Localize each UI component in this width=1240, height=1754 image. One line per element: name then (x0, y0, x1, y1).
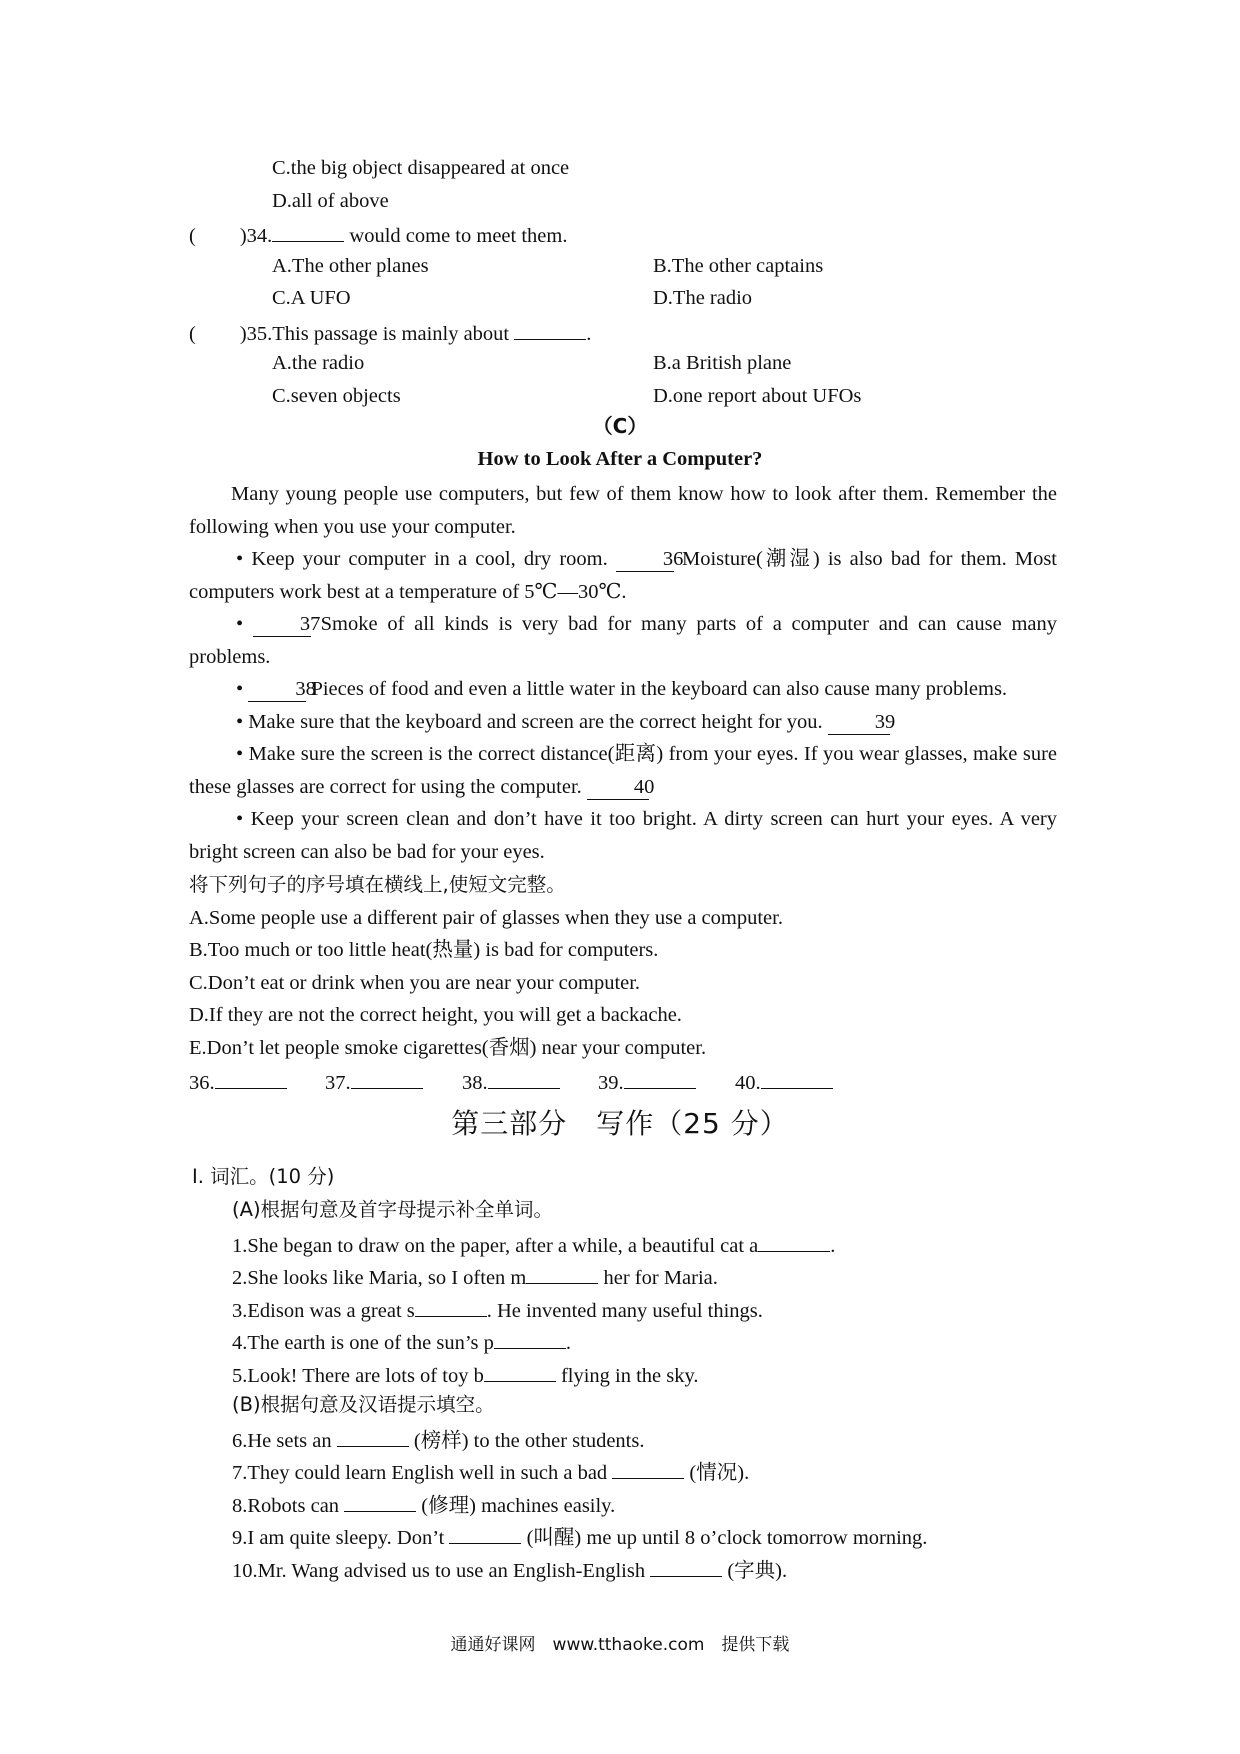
vocab-item-8 (232, 1493, 615, 1517)
bullet: • (236, 613, 244, 635)
q35-option-d: D.one report about UFOs (653, 385, 862, 407)
answer-blank[interactable] (449, 1525, 521, 1544)
tip-1-text: • Keep your computer in a cool, dry room. (236, 548, 608, 570)
passage-intro: Many young people use computers, but few of them know how to look after them. Remember the following when you use your computer. (189, 483, 1057, 538)
vocab-item-text: 8.Robots can (232, 1495, 340, 1517)
q34-stem (189, 223, 567, 247)
passage-option-c: C.Don’t eat or drink when you are near your computer. (189, 972, 641, 994)
vocab-item-text-end: (修理) machines easily. (421, 1495, 616, 1517)
page-footer: 通通好课网 www.tthaoke.com 提供下载 (450, 1635, 790, 1655)
subsection-a-heading: (A)根据句意及首字母提示补全单词。 (232, 1198, 554, 1221)
vocab-item-3 (232, 1298, 763, 1322)
q35-stem-text: 35.This passage is mainly about (246, 323, 510, 345)
passage-option-e: E.Don’t let people smoke cigarettes(香烟) near your computer. (189, 1037, 707, 1059)
q35-stem (189, 321, 591, 345)
tip-5 (189, 738, 1057, 804)
answer-blank[interactable] (351, 1070, 423, 1089)
answer-blank[interactable] (272, 223, 344, 242)
answer-blank[interactable] (337, 1428, 409, 1447)
passage-option-a: A.Some people use a different pair of glasses when they use a computer. (189, 907, 783, 929)
vocab-item-1 (232, 1233, 835, 1257)
q34-option-a: A.The other planes (272, 255, 429, 277)
answer-paren-close: ) (239, 323, 247, 345)
vocab-item-text-end: flying in the sky. (560, 1365, 699, 1387)
answer-blank[interactable] (650, 1558, 722, 1577)
passage-option-b: B.Too much or too little heat(热量) is bad for computers. (189, 939, 659, 961)
vocab-item-text-end: . (830, 1235, 836, 1257)
answer-number: 37. (325, 1072, 351, 1094)
blank-40[interactable]: 40 (587, 777, 649, 800)
vocab-item-9 (232, 1525, 927, 1549)
vocab-item-text: 3.Edison was a great s (232, 1300, 415, 1322)
vocab-item-text: 1.She began to draw on the paper, after a while, a beautiful cat a (232, 1235, 759, 1257)
q34-option-c: C.A UFO (272, 287, 351, 309)
vocab-item-text: 6.He sets an (232, 1430, 332, 1452)
vocab-item-text-end: (字典). (727, 1560, 788, 1582)
answer-blank[interactable] (758, 1233, 830, 1252)
section-label: （C） (592, 414, 648, 438)
answer-blank[interactable] (415, 1298, 487, 1317)
q33-option-c: C.the big object disappeared at once (272, 157, 570, 179)
vocab-item-text-end: . He invented many useful things. (486, 1300, 763, 1322)
tip-6: • Keep your screen clean and don’t have it too bright. A dirty screen can hurt your eyes. A very bright screen can also be bad for your eyes. (189, 808, 1057, 863)
answer-blank[interactable] (484, 1363, 556, 1382)
vocab-item-text: 4.The earth is one of the sun’s p (232, 1332, 494, 1354)
answer-blank[interactable] (514, 321, 586, 340)
answer-38 (462, 1070, 560, 1094)
answer-40 (735, 1070, 833, 1094)
vocab-item-5 (232, 1363, 699, 1387)
vocab-item-text: 5.Look! There are lots of toy b (232, 1365, 484, 1387)
tip-4-text: • Make sure that the keyboard and screen are the correct height for you. (236, 711, 823, 733)
answer-paren-close: ) (239, 225, 247, 247)
vocab-item-text-end: . (565, 1332, 572, 1354)
q35-option-c: C.seven objects (272, 385, 401, 407)
tip-3 (189, 673, 1057, 706)
tip-2-text: Smoke of all kinds is very bad for many parts of a computer and can cause many problems. (189, 613, 1058, 668)
passage-option-d: D.If they are not the correct height, you will get a backache. (189, 1004, 682, 1026)
q34-stem-text: would come to meet them. (349, 225, 568, 247)
q34-option-d: D.The radio (653, 287, 753, 309)
q35-option-b: B.a British plane (653, 352, 792, 374)
vocab-item-text: 2.She looks like Maria, so I often m (232, 1267, 527, 1289)
answer-number: 36. (189, 1072, 215, 1094)
vocab-item-text-end: (榜样) to the other students. (413, 1430, 645, 1452)
answer-blank[interactable] (624, 1070, 696, 1089)
vocab-item-4 (232, 1330, 571, 1354)
answer-36 (189, 1070, 287, 1094)
q34-option-b: B.The other captains (653, 255, 824, 277)
tip-1-text-cont: Moisture(潮湿) is also bad for them. Most computers work best at a temperature of 5℃—30℃. (189, 548, 1058, 603)
answer-blank[interactable] (526, 1265, 598, 1284)
q33-option-d: D.all of above (272, 190, 389, 212)
part3-title: 第三部分 写作（25 分） (451, 1107, 789, 1140)
fill-instruction: 将下列句子的序号填在横线上,使短文完整。 (189, 873, 566, 896)
answer-blank[interactable] (344, 1493, 416, 1512)
answer-39 (598, 1070, 696, 1094)
tip-1 (189, 543, 1057, 609)
answer-paren-open: ( (189, 225, 196, 247)
vocab-item-text: 9.I am quite sleepy. Don’t (232, 1527, 445, 1549)
tip-5-text: • Make sure the screen is the correct distance(距离) from your eyes. If you wear glasses, make sure these glasses are correct for using the computer. (189, 743, 1057, 798)
tip-2 (189, 608, 1057, 674)
tip-4 (189, 706, 1057, 739)
blank-39[interactable]: 39 (828, 712, 890, 735)
bullet: • (236, 678, 244, 700)
answer-blank[interactable] (761, 1070, 833, 1089)
answer-blank[interactable] (494, 1330, 566, 1349)
vocab-item-6 (232, 1428, 644, 1452)
tip-3-text: Pieces of food and even a little water in the keyboard can also cause many problems. (311, 678, 1008, 700)
answer-37 (325, 1070, 423, 1094)
answer-paren-open: ( (189, 323, 196, 345)
vocab-item-text: 7.They could learn English well in such a bad (232, 1462, 608, 1484)
vocab-heading: Ⅰ. 词汇。(10 分) (192, 1165, 335, 1188)
vocab-item-text: 10.Mr. Wang advised us to use an English-English (232, 1560, 646, 1582)
q35-stem-end: . (586, 323, 592, 345)
blank-37[interactable]: 37 (253, 614, 311, 637)
vocab-item-text-end: (叫醒) me up until 8 o’clock tomorrow morning. (526, 1527, 928, 1549)
vocab-item-2 (232, 1265, 718, 1289)
vocab-item-10 (232, 1558, 787, 1582)
vocab-item-text-end: her for Maria. (603, 1267, 718, 1289)
answer-blank[interactable] (612, 1460, 684, 1479)
answer-number: 38. (462, 1072, 488, 1094)
blank-36[interactable]: 36 (616, 549, 674, 572)
answer-blank[interactable] (488, 1070, 560, 1089)
q35-option-a: A.the radio (272, 352, 365, 374)
passage-title: How to Look After a Computer? (477, 448, 763, 470)
vocab-item-7 (232, 1460, 749, 1484)
answer-number: 39. (598, 1072, 624, 1094)
answer-number: 40. (735, 1072, 761, 1094)
q34-number: 34. (246, 225, 273, 247)
subsection-b-heading: (B)根据句意及汉语提示填空。 (232, 1393, 495, 1416)
vocab-item-text-end: (情况). (689, 1462, 750, 1484)
blank-38[interactable]: 38 (248, 679, 306, 702)
answer-blank[interactable] (215, 1070, 287, 1089)
